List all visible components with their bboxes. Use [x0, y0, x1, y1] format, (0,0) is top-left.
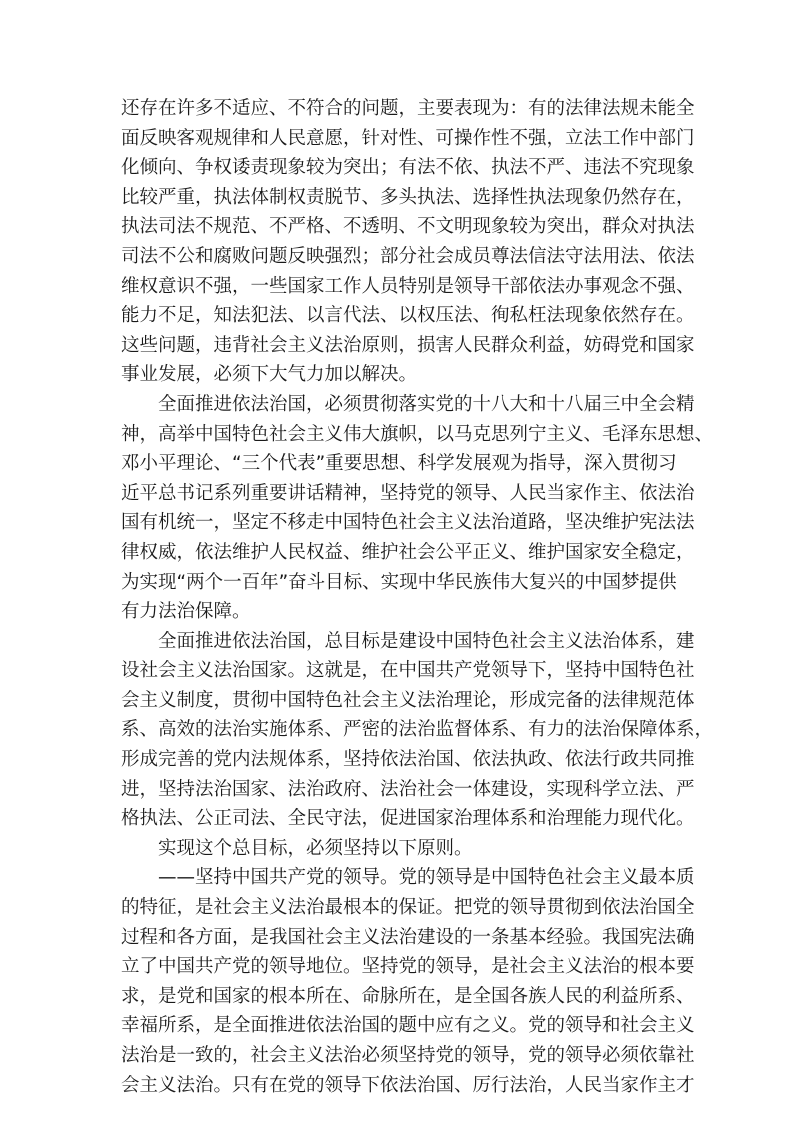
text-line: 形成完善的党内法规体系，坚持依法治国、依法执政、依法行政共同推: [121, 749, 695, 771]
text-line: 邓小平理论、“三个代表”重要思想、科学发展观为指导，深入贯彻习: [121, 453, 677, 475]
text-line: 比较严重，执法体制权责脱节、多头执法、选择性执法现象仍然存在，: [121, 186, 695, 208]
text-line: 幸福所系，是全面推进依法治国的题中应有之义。党的领导和社会主义: [121, 1015, 695, 1037]
text-line: 维权意识不强，一些国家工作人员特别是领导干部依法办事观念不强、: [121, 275, 695, 297]
text-line: 系、高效的法治实施体系、严密的法治监督体系、有力的法治保障体系，: [121, 719, 714, 741]
text-line: 全面推进依法治国，总目标是建设中国特色社会主义法治体系，建: [158, 630, 695, 652]
text-line: 的特征，是社会主义法治最根本的保证。把党的领导贯彻到依法治国全: [121, 897, 695, 919]
body-text: [121, 94, 714, 1100]
text-line: 化倾向、争权诿责现象较为突出；有法不依、执法不严、违法不究现象: [121, 157, 695, 179]
text-line: 立了中国共产党的领导地位。坚持党的领导，是社会主义法治的根本要: [121, 956, 695, 978]
text-line: 过程和各方面，是我国社会主义法治建设的一条基本经验。我国宪法确: [121, 926, 695, 948]
text-line: 求，是党和国家的根本所在、命脉所在，是全国各族人民的利益所系、: [121, 985, 695, 1007]
text-line: 进，坚持法治国家、法治政府、法治社会一体建设，实现科学立法、严: [121, 778, 695, 800]
text-line: 会主义制度，贯彻中国特色社会主义法治理论，形成完备的法律规范体: [121, 689, 695, 711]
text-line: 为实现“两个一百年”奋斗目标、实现中华民族伟大复兴的中国梦提供: [121, 571, 677, 593]
text-line: 司法不公和腐败问题反映强烈；部分社会成员尊法信法守法用法、依法: [121, 245, 695, 267]
text-line: 执法司法不规范、不严格、不透明、不文明现象较为突出，群众对执法: [121, 216, 695, 238]
text-line: 事业发展，必须下大气力加以解决。: [121, 364, 418, 386]
text-line: ——坚持中国共产党的领导。党的领导是中国特色社会主义最本质: [158, 867, 695, 889]
text-line: 神，高举中国特色社会主义伟大旗帜，以马克思列宁主义、毛泽东思想、: [121, 423, 714, 445]
text-line: 近平总书记系列重要讲话精神，坚持党的领导、人民当家作主、依法治: [121, 482, 695, 504]
text-line: 能力不足，知法犯法、以言代法、以权压法、徇私枉法现象依然存在。: [121, 305, 695, 327]
text-line: 法治是一致的，社会主义法治必须坚持党的领导，党的领导必须依靠社: [121, 1045, 695, 1066]
text-line: 国有机统一，坚定不移走中国特色社会主义法治道路，坚决维护宪法法: [121, 512, 695, 534]
text-line: 格执法、公正司法、全民守法，促进国家治理体系和治理能力现代化。: [121, 808, 695, 830]
text-line: 还存在许多不适应、不符合的问题，主要表现为：有的法律法规未能全: [121, 98, 695, 119]
text-line: 律权威，依法维护人民权益、维护社会公平正义、维护国家安全稳定，: [121, 541, 695, 563]
text-line: 有力法治保障。: [121, 601, 251, 623]
text-line: 设社会主义法治国家。这就是，在中国共产党领导下，坚持中国特色社: [121, 660, 695, 682]
text-line: 这些问题，违背社会主义法治原则，损害人民群众利益，妨碍党和国家: [121, 334, 695, 356]
text-line: 实现这个总目标，必须坚持以下原则。: [158, 837, 473, 859]
text-line: 全面推进依法治国，必须贯彻落实党的十八大和十八届三中全会精: [158, 393, 695, 415]
text-line: 面反映客观规律和人民意愿，针对性、可操作性不强，立法工作中部门: [121, 127, 695, 149]
text-line: 会主义法治。只有在党的领导下依法治国、厉行法治，人民当家作主才: [121, 1074, 695, 1096]
